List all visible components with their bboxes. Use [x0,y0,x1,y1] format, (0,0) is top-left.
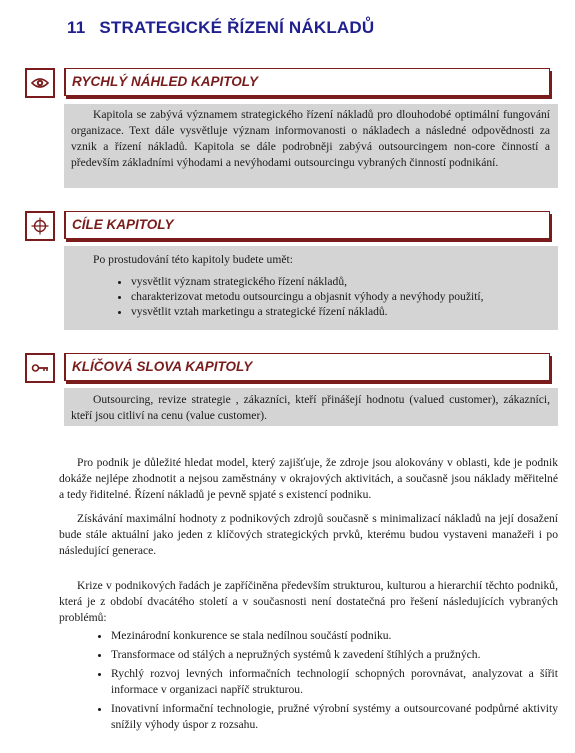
overview-icon-box [25,68,55,98]
chapter-number: 11 [67,18,86,37]
overview-text: Kapitola se zabývá významem strategického řízení nákladů pro dlouhodobé optimální fungování organizace. Text dále vysvětluje význam informovanosti o nákladech a následné odpovědnosti za vznik a řízení nákladů. Kapitola se dále podrobněji zabývá outsourcingem non-core činností a především základními výhodami a nevýhodami outsourcingu vybraných činností podnikání. [71,108,550,169]
crosshair-icon [31,217,49,235]
eye-icon [31,74,49,92]
body-paragraphs [59,455,558,559]
crisis-list [59,628,558,733]
overview-heading: RYCHLÝ NÁHLED KAPITOLY [64,68,550,96]
list-item: • Transformace od stálých a nepružných systémů k zavedení štíhlých a pružných. [111,647,558,663]
key-icon [31,359,49,377]
keywords-section-header [25,353,558,387]
overview-box [64,104,558,188]
crisis-intro: Krize v podnikových řadách je zapříčiněna především strukturou, kulturou a hierarchií těchto podniků, která je z období dvacátého století a v současnosti není dostatečná pro řešení následujících vybraných problémů: [59,579,558,624]
goals-section-header [25,211,558,245]
body-paragraph: Pro podnik je důležité hledat model, který zajišťuje, že zdroje jsou alokovány v oblasti, kde je podnik dokáže nejlépe zhodnotit a nejsou zaměstnány v okrajových aktivitách, a současně jsou náklady měřitelné a tedy řiditelné. Řízení nákladů je pevně spjaté s existencí podniku. [59,456,558,501]
body-paragraph: Získávání maximální hodnoty z podnikových zdrojů současně s minimalizací nákladů na její dosažení bude stále aktuální jako jeden z klíčových strategických prvků, kterému budou vystaveni manažeři i po následující generace. [59,512,558,557]
keywords-icon-box [25,353,55,383]
goals-intro: Po prostudování této kapitoly budete umět: [93,253,293,266]
list-item: • vysvětlit vztah marketingu a strategické řízení nákladů. [131,304,550,319]
overview-section-header [25,68,558,102]
goals-list [71,274,550,319]
list-item: • Rychlý rozvoj levných informačních technologií schopných porovnávat, analyzovat a šířit informace v organizaci napříč strukturou. [111,666,558,698]
keywords-box [64,388,558,426]
goals-box [64,246,558,330]
goals-icon-box [25,211,55,241]
list-item: • vysvětlit význam strategického řízení nákladů, [131,274,550,289]
chapter-title [67,18,374,38]
list-item: • Inovativní informační technologie, pružné výrobní systémy a outsourcované podpůrné aktivity snížily výhody úspor z rozsahu. [111,701,558,733]
chapter-title-text: STRATEGICKÉ ŘÍZENÍ NÁKLADŮ [99,18,375,37]
keywords-text: Outsourcing, revize strategie , zákazníci, kteří přinášejí hodnotu (valued customer), zákazníci, kteří jsou citliví na cenu (value customer). [71,393,550,422]
list-item: • charakterizovat metodu outsourcingu a objasnit výhody a nevýhody použití, [131,289,550,304]
list-item: • Mezinárodní konkurence se stala nedílnou součástí podniku. [111,628,558,644]
crisis-section [59,578,558,736]
keywords-heading: KLÍČOVÁ SLOVA KAPITOLY [64,353,550,381]
goals-heading: CÍLE KAPITOLY [64,211,550,239]
